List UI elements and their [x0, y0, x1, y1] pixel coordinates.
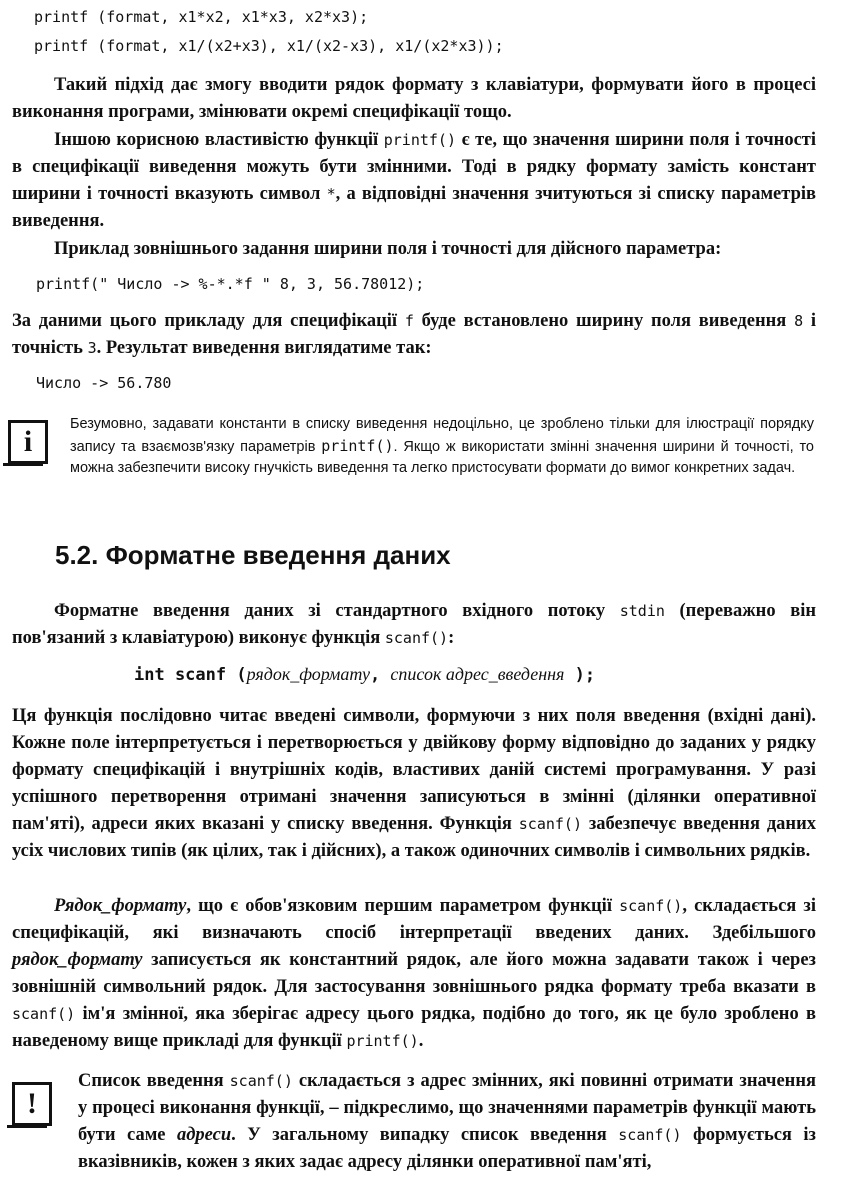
inline-code-scanf: scanf() [618, 1126, 682, 1144]
inline-code-scanf: scanf() [518, 815, 582, 833]
text-run: За даними цього прикладу для специфікації [12, 311, 405, 331]
inline-code-stdin: stdin [619, 602, 665, 620]
paragraph-format-string [12, 893, 816, 1055]
emphasis-term: адреси [176, 1125, 232, 1145]
code-output-line: Число -> 56.780 [36, 374, 172, 392]
inline-code-scanf: scanf() [619, 897, 683, 915]
inline-code-8: 8 [794, 312, 804, 330]
text-run: забезпечує введення даних усіх числових типів (як цілих, так і дійсних), а також одиночних символів і символьних рядків. [12, 814, 816, 861]
text-run: записується як константний рядок, але його можна задавати також і через зовнішній символьний рядок. Для застосування зовнішнього рядка формату треба вказати в [12, 950, 816, 997]
inline-code-printf: printf() [321, 436, 394, 455]
note-warning [78, 1068, 816, 1176]
paragraph-variable-width [12, 127, 816, 235]
paragraph-format-approach: Такий підхід дає змогу вводити рядок формату з клавіатури, формувати його в процесі виконання програми, змінювати окремі специфікації тощо. [12, 75, 816, 122]
inline-code-f: f [404, 312, 414, 330]
text-run: . Результат виведення виглядатиме так: [96, 338, 432, 358]
emphasis-term: Рядок_формату [54, 896, 187, 916]
text-run: формується із вказівників, кожен з яких задає адресу ділянки оперативної пам'яті, [78, 1125, 816, 1172]
inline-code-asterisk: * [326, 185, 336, 203]
code-line-printf-1: printf (format, x1*x2, x1*x3, x2*x3); [34, 8, 369, 26]
text-run: , складається зі специфікацій, які визначають спосіб інтерпретації введених даних. Здебільшого [12, 896, 816, 943]
signature-type: int scanf [134, 665, 227, 685]
paragraph-example-result [12, 308, 816, 362]
inline-code-printf: printf() [346, 1032, 419, 1050]
code-line-printf-2: printf (format, x1/(x2+x3), x1/(x2-x3), x1/(x2*x3)); [34, 37, 504, 55]
text-run: є те, що значення ширини поля і точності в специфікації виведення можуть бути змінними. Тоді в рядку формату замість констант ширини і точності вказують символ [12, 130, 817, 204]
text-run: Список введення [78, 1071, 230, 1091]
inline-code-scanf: scanf() [12, 1005, 76, 1023]
signature-paren: ); [564, 665, 596, 685]
section-heading: 5.2. Форматне введення даних [55, 540, 451, 570]
emphasis-term: рядок_формату [12, 950, 143, 970]
text-run: Форматне введення даних зі стандартного вхідного потоку [54, 601, 620, 621]
text-run: , а відповідні значення зчитуються зі списку параметрів виведення. [12, 184, 816, 231]
text-run: , що є обов'язковим першим параметром функції [186, 896, 620, 916]
scanf-signature [134, 664, 595, 685]
text-run: . [418, 1031, 424, 1051]
note-info [70, 414, 814, 480]
text-run: Іншою корисною властивістю функції [54, 130, 384, 150]
signature-comma: , [369, 665, 391, 685]
signature-arg-format: рядок_формату [246, 664, 370, 684]
text-run: буде встановлено ширину поля виведення [413, 311, 795, 331]
inline-code-scanf: scanf() [384, 629, 449, 647]
code-example-printf: printf(" Число -> %-*.*f " 8, 3, 56.78012); [36, 275, 425, 293]
exclamation-icon: ! [12, 1082, 52, 1126]
text-run: . Якщо ж використати змінні значення ширини й точності, то можна забезпечити високу гнучкість виведення та легко пристосувати формати до вимог конкретних задач. [70, 438, 814, 476]
text-run: . У загальному випадку список введення [231, 1125, 619, 1145]
text-run: Безумовно, задавати константи в списку виведення недоцільно, це зроблено тільки для ілюстрації порядку запису та взаємозв'язку параметрів [70, 416, 814, 455]
signature-arg-list: список адрес_введення [390, 664, 565, 684]
text-run: і точність [12, 311, 817, 358]
paragraph-example-intro: Приклад зовнішнього задання ширини поля і точності для дійсного параметра: [54, 239, 722, 259]
text-run: складається з адрес змінних, які повинні отримати значення у процесі виконання функції, – підкреслимо, що значеннями параметрів функції мають бути саме [78, 1071, 816, 1145]
signature-paren: ( [226, 665, 247, 685]
paragraph-scanf-intro [12, 598, 816, 652]
inline-code-scanf: scanf() [229, 1072, 293, 1090]
text-run: : [448, 628, 455, 648]
text-run: Ця функція послідовно читає введені символи, формуючи з них поля введення (вхідні дані). Кожне поле інтерпретується і перетворюється у двійкову форму відповідно до заданих у рядку формату специфікацій і внутрішніх кодів, властивих даній системі програмування. У разі успішного перетворення отримані значення записуються в змінні (ділянки оперативної пам'яті), адреси яких вказані у списку введення. Функція [12, 706, 816, 834]
inline-code-printf: printf() [383, 131, 456, 149]
paragraph-scanf-description [12, 703, 816, 865]
text-run: ім'я змінної, яка зберігає адресу цього рядка, подібно до того, як це було зроблено в наведеному вище прикладі для функції [12, 1004, 816, 1051]
text-run: (переважно він пов'язаний з клавіатурою) виконує функція [12, 601, 816, 648]
info-icon: i [8, 420, 48, 464]
inline-code-3: 3 [87, 339, 97, 357]
